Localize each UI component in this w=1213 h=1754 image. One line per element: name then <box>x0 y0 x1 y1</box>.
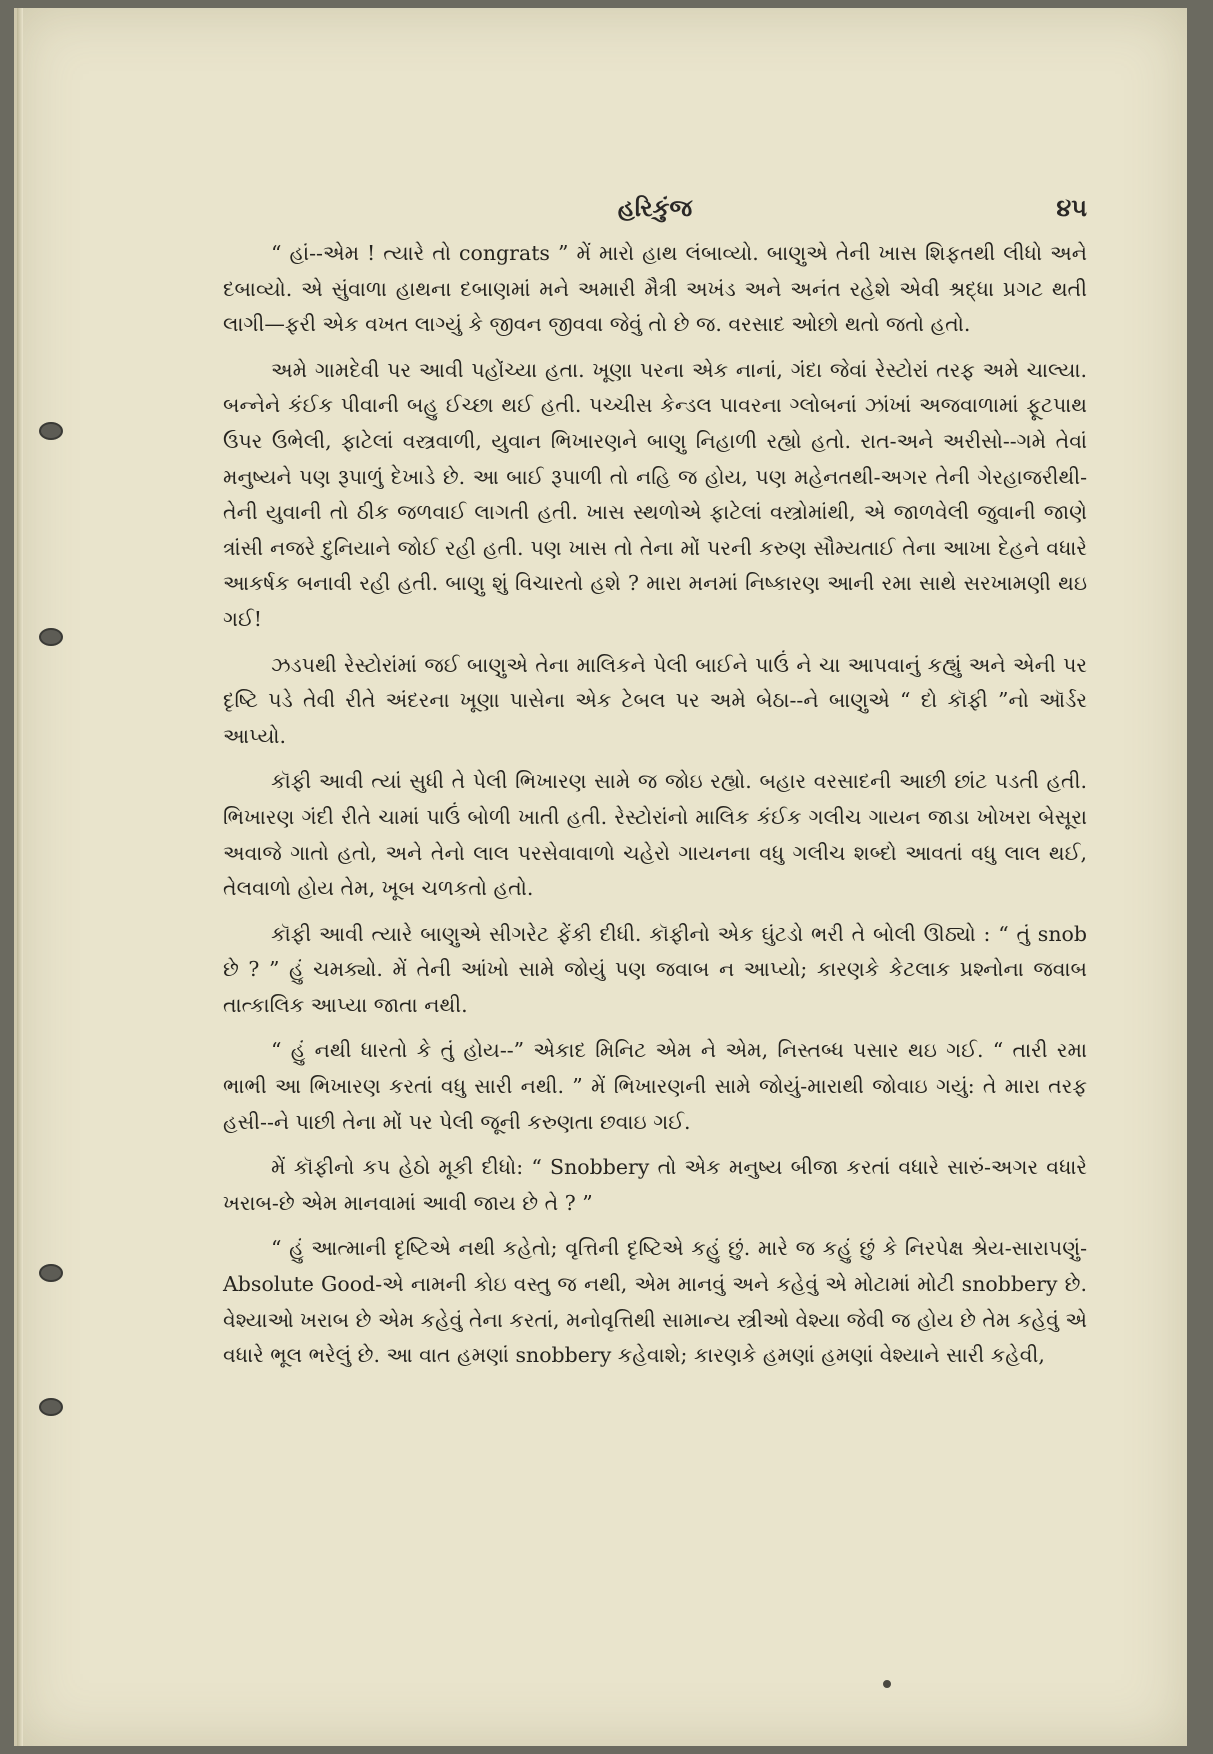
punch-hole <box>39 422 63 440</box>
paragraph: “ હું નથી ધારતો કે તું હોય--” એકાદ મિનિટ એમ ને એમ, નિસ્તબ્ધ પસાર થઇ ગઈ. “ તારી રમા ભાભી આ ભિખારણ કરતાં વધુ સારી નથી. ” મેં ભિખારણની સામે જોયું-મારાથી જોવાઇ ગયું: તે મારા તરફ હસી--ને પાછી તેના મોં પર પેલી જૂની કરુણતા છવાઇ ગઈ. <box>223 1038 1087 1134</box>
body-text <box>223 236 1087 1384</box>
page-number: ૪૫ <box>1056 193 1087 222</box>
page-header <box>223 193 1087 223</box>
punch-hole <box>39 1398 63 1416</box>
paragraph: કૉફી આવી ત્યાં સુધી તે પેલી ભિખારણ સામે જ જોઇ રહ્યો. બહાર વરસાદની આછી છાંટ પડતી હતી. ભિખારણ ગંદી રીતે ચામાં પાઉં બોળી ખાતી હતી. રેસ્ટોરાંનો માલિક કંઈક ગલીચ ગાયન જાડા ખોખરા બેસૂરા અવાજે ગાતો હતો, અને તેનો લાલ પરસેવાવાળો ચહેરો ગાયનના વધુ ગલીચ શબ્દો આવતાં વધુ લાલ થઈ, તેલવાળો હોય તેમ, ખૂબ ચળકતો હતો. <box>223 769 1087 901</box>
page-fold <box>17 8 23 1746</box>
running-head: હરિકુંજ <box>617 193 693 222</box>
paragraph: કૉફી આવી ત્યારે બાણુએ સીગરેટ ફેંકી દીધી. કૉફીનો એક ઘુંટડો ભરી તે બોલી ઊઠ્યો : “ તું snob છે ? ” હું ચમક્યો. મેં તેની આંખો સામે જોયું પણ જવાબ ન આપ્યો; કારણકે કેટલાક પ્રશ્નોના જવાબ તાત્કાલિક આપ્યા જાતા નથી. <box>223 921 1087 1017</box>
paragraph: “ હાં--એમ ! ત્યારે તો congrats ” મેં મારો હાથ લંબાવ્યો. બાણુએ તેની ખાસ શિફતથી લીધો અને દબાવ્યો. એ સુંવાળા હાથના દબાણમાં મને અમારી મૈત્રી અખંડ અને અનંત રહેશે એવી શ્રદ્ધા પ્રગટ થતી લાગી—ફરી એક વખત લાગ્યું કે જીવન જીવવા જેવું તો છે જ. વરસાદ ઓછો થતો જતો હતો. <box>223 241 1087 337</box>
punch-hole <box>39 628 63 646</box>
paragraph: અમે ગામદેવી પર આવી પહોંચ્યા હતા. ખૂણા પરના એક નાનાં, ગંદા જેવાં રેસ્ટોરાં તરફ અમે ચાલ્યા. બન્નેને કંઈક પીવાની બહુ ઈચ્છા થઈ હતી. પચ્ચીસ કેન્ડલ પાવરના ગ્લોબનાં ઝાંખાં અજવાળામાં ફૂટપાથ ઉપર ઉભેલી, ફાટેલાં વસ્ત્રવાળી, યુવાન ભિખારણને બાણુ નિહાળી રહ્યો હતો. રાત-અને અરીસો--ગમે તેવાં મનુષ્યને પણ રૂપાળું દેખાડે છે. આ બાઈ રૂપાળી તો નહિ જ હોય, પણ મહેનતથી-અગર તેની ગેરહાજરીથી-તેની યુવાની તો ઠીક જળવાઈ લાગતી હતી. ખાસ સ્થળોએ ફાટેલાં વસ્ત્રોમાંથી, એ જાળવેલી જુવાની જાણે ત્રાંસી નજરે દુનિયાને જોઈ રહી હતી. પણ ખાસ તો તેના મોં પરની કરુણ સૌમ્યતાઈ તેના આખા દેહને વધારે આકર્ષક બનાવી રહી હતી. બાણુ શું વિચારતો હશે ? મારા મનમાં નિષ્કારણ આની રમા સાથે સરખામણી થઇ ગઈ! <box>223 357 1087 631</box>
book-page <box>14 8 1187 1746</box>
punch-hole <box>39 1264 63 1282</box>
ink-speck <box>883 1680 891 1688</box>
paragraph: “ હું આત્માની દૃષ્ટિએ નથી કહેતો; વૃત્તિની દૃષ્ટિએ કહું છું. મારે જ કહું છું કે નિરપેક્ષ શ્રેય-સારાપણું-Absolute Good-એ નામની કોઇ વસ્તુ જ નથી, એમ માનવું અને કહેવું એ મોટામાં મોટી snobbery છે. વેશ્યાઓ ખરાબ છે એમ કહેવું તેના કરતાં, મનોવૃત્તિથી સામાન્ય સ્ત્રીઓ વેશ્યા જેવી જ હોય છે તેમ કહેવું એ વધારે ભૂલ ભરેલું છે. આ વાત હમણાં snobbery કહેવાશે; કારણકે હમણાં હમણાં વેશ્યાને સારી કહેવી, <box>223 1236 1087 1368</box>
paragraph: ઝડપથી રેસ્ટોરાંમાં જઈ બાણુએ તેના માલિકને પેલી બાઈને પાઉં ને ચા આપવાનું કહ્યું અને એની પર દૃષ્ટિ પડે તેવી રીતે અંદરના ખૂણા પાસેના એક ટેબલ પર અમે બેઠા--ને બાણુએ “ દો કૉફી ”નો ઑર્ડર આપ્યો. <box>223 652 1087 748</box>
paragraph: મેં કૉફીનો કપ હેઠો મૂકી દીધો: “ Snobbery તો એક મનુષ્ય બીજા કરતાં વધારે સારું-અગર વધારે ખરાબ-છે એમ માનવામાં આવી જાય છે તે ? ” <box>223 1155 1087 1215</box>
